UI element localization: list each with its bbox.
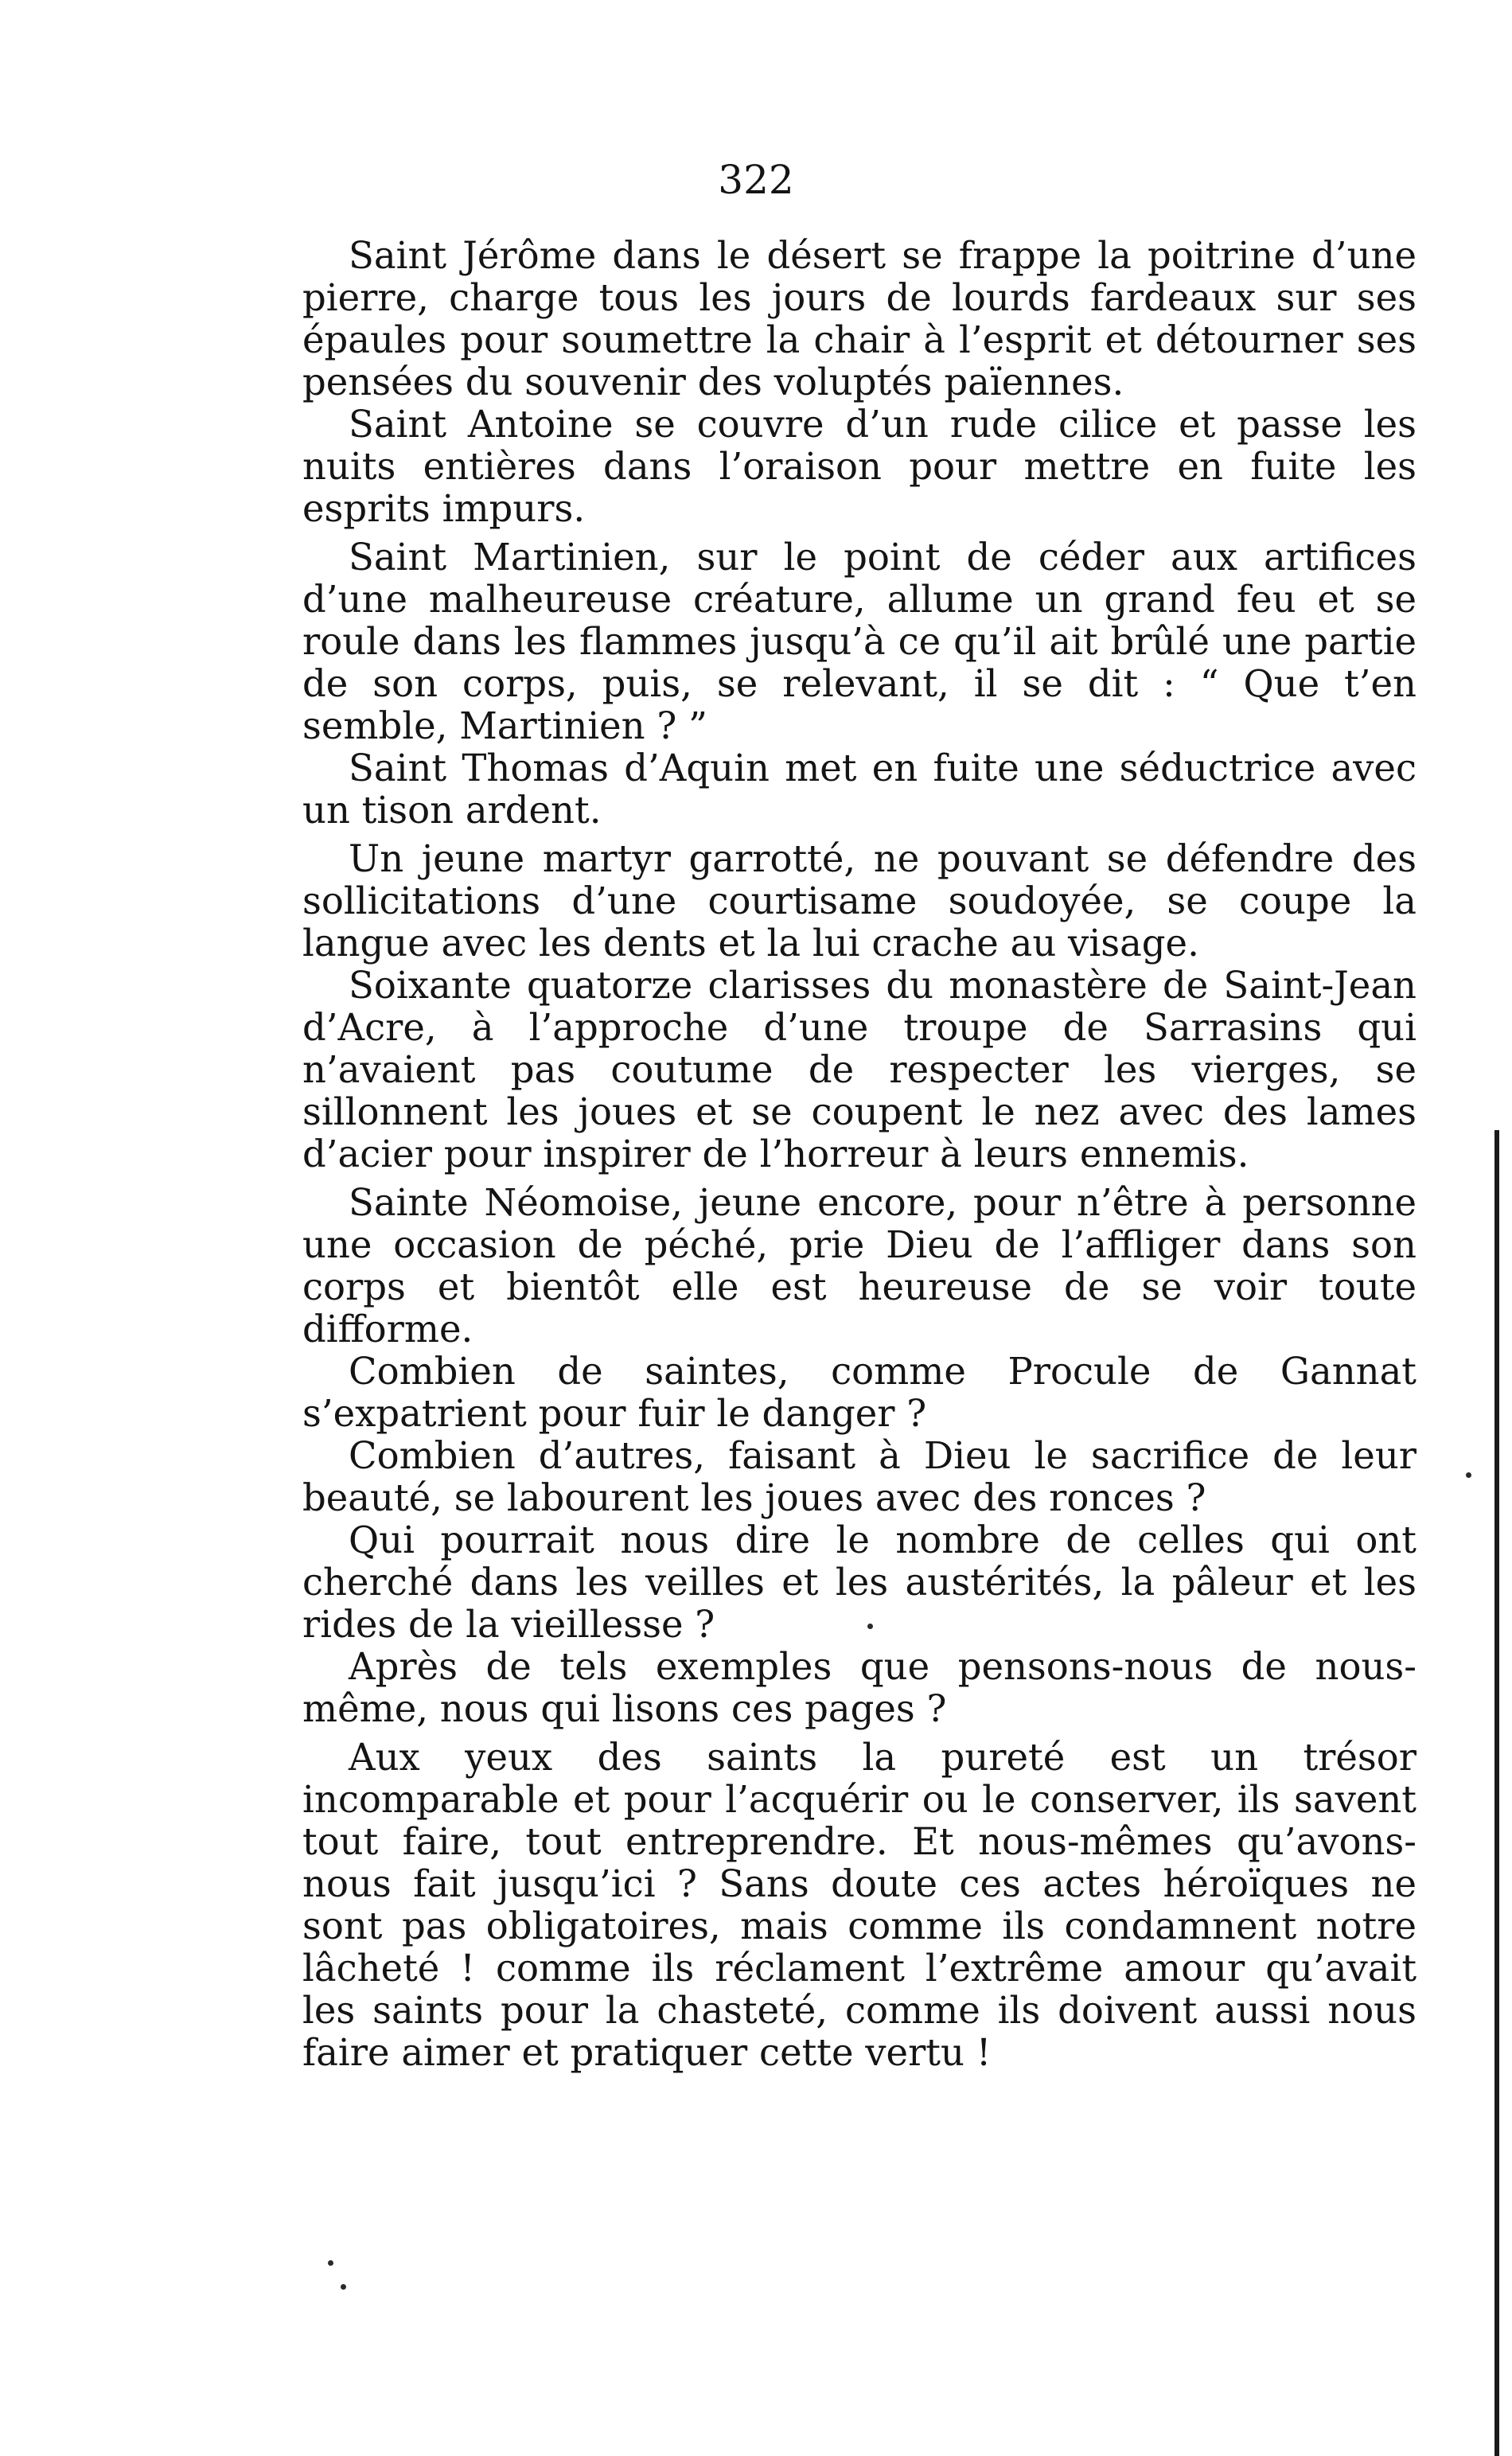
- ink-speck: [867, 1624, 873, 1629]
- paragraph-conclusion: Aux yeux des saints la pureté est un trésor incomparable et pour l’acquérir ou le conserver, ils savent tout faire, tout entreprendre. Et nous-mêmes qu’avons-nous fait jusqu’ici ? Sans doute ces actes héroïques ne sont pas obligatoires, mais comme ils condamnent notre lâcheté ! comme ils réclament l’extrême amour qu’avait les saints pour la chasteté, comme ils doivent aussi nous faire aimer et pratiquer cette vertu !: [302, 1736, 1417, 2074]
- paragraph-vieillesse: Qui pourrait nous dire le nombre de celles qui ont cherché dans les veilles et les austérités, la pâleur et les rides de la vieillesse ?: [302, 1518, 1417, 1646]
- paragraph-procule: Combien de saintes, comme Procule de Gannat s’expatrient pour fuir le danger ?: [302, 1350, 1417, 1435]
- page-edge-shadow: [1494, 1130, 1499, 2456]
- paragraph-neomoise: Sainte Néomoise, jeune encore, pour n’être à personne une occasion de péché, prie Dieu de l’affliger dans son corps et bientôt elle est heureuse de se voir toute difforme.: [302, 1181, 1417, 1351]
- page-number: 322: [718, 157, 794, 203]
- ink-speck: [328, 2260, 333, 2266]
- body-text: [302, 235, 1417, 2074]
- paragraph-clarisses: Soixante quatorze clarisses du monastère de Saint-Jean d’Acre, à l’approche d’une troupe de Sarrasins qui n’avaient pas coutume de respecter les vierges, se sillonnent les joues et se coupent le nez avec des lames d’acier pour inspirer de l’horreur à leurs ennemis.: [302, 964, 1417, 1175]
- paragraph-jerome: Saint Jérôme dans le désert se frappe la poitrine d’une pierre, charge tous les jours de lourds fardeaux sur ses épaules pour soumettre la chair à l’esprit et détourner ses pensées du souvenir des voluptés païennes.: [302, 234, 1417, 403]
- paragraph-martinien: Saint Martinien, sur le point de céder aux artifices d’une malheureuse créature, allume un grand feu et se roule dans les flammes jusqu’à ce qu’il ait brûlé une partie de son corps, puis, se relevant, il se dit : “ Que t’en semble, Martinien ? ”: [302, 536, 1417, 747]
- paragraph-autres: Combien d’autres, faisant à Dieu le sacrifice de leur beauté, se labourent les joues avec des ronces ?: [302, 1434, 1417, 1519]
- paragraph-exemples: Après de tels exemples que pensons-nous de nous-même, nous qui lisons ces pages ?: [302, 1645, 1417, 1730]
- ink-speck: [1466, 1472, 1471, 1478]
- paragraph-antoine: Saint Antoine se couvre d’un rude cilice et passe les nuits entières dans l’oraison pour mettre en fuite les esprits impurs.: [302, 403, 1417, 530]
- ink-speck: [341, 2284, 346, 2290]
- paragraph-thomas: Saint Thomas d’Aquin met en fuite une séductrice avec un tison ardent.: [302, 747, 1417, 832]
- paragraph-jeune-martyr: Un jeune martyr garrotté, ne pouvant se défendre des sollicitations d’une courtisame soudoyée, se coupe la langue avec les dents et la lui crache au visage.: [302, 837, 1417, 965]
